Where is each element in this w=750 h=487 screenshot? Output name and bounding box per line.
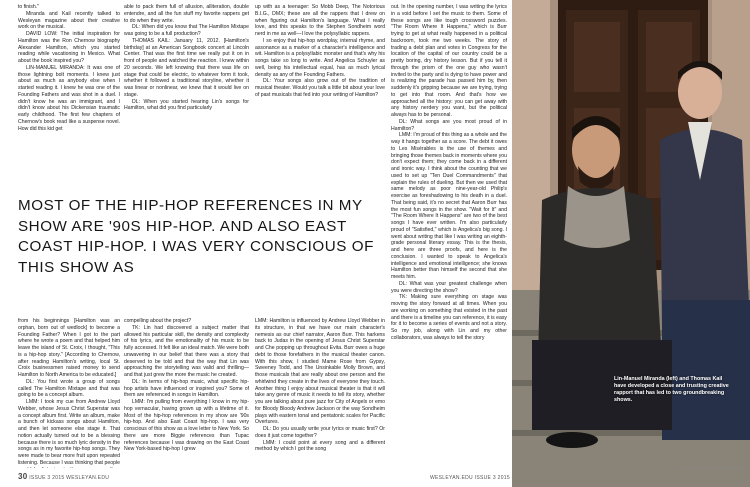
paragraph: LMM: I'm proud of this thing as a whole and the way it hangs together as a score. The debt it owes to Les Misérables is the use of themes and bringing those themes back in moments where you don't expect them; they come back in a different and ironic way. I think about the counting that we used to set up "Ten Duel Commandments" that explain the rules of dueling. But then we used that same melody as poor nine-year-old Philip's exercise as foreshadowing to his death in a duel. That being said, it's no secret that Aaron Burr has the most fun songs in the show. "Wait for It" and "The Room Where It Happens" are two of the best songs I have ever written. I'm also particularly proud of "Satisfied," which is Angelica's big song. I went about writing that like I was writing an eighth-grade personal literary essay. This is the thesis, and here are three proofs, and here is the conclusion. I wanted to speak to Angelica's intelligence and emotional intelligence; she knows Hamilton better than himself the second that she meets him. [391, 132, 507, 280]
paragraph: out. In the opening number, I was writing the lyrics in a void before I set the music to them. Some of these songs are like tough crossword puzzles. "The Room Where It Happens," which is Burr trying to get at what really happened in a political backroom, took me two weeks. The story of trading a debt plan and votes in Congress for the location of the capital of our country could be a pretty boring, dry history lesson. But if you tell it through the prism of the one guy who wasn't invited to the party and is dying to have power and is realizing the parade has passed him by, then suddenly it's gripping because we are trying, trying to get into that room. And that's how we approached all the history: you can get away with any history nerdery you want, but the political always has to be personal. [391, 4, 507, 118]
text-column-top-3 [255, 4, 385, 182]
paragraph: Miranda and Kail recently talked to Wesleyan magazine about their creative work on the musical. [18, 10, 120, 31]
paragraph: up with as a teenager: So Mobb Deep, The Notorious B.I.G., DMX; these are all the rappers that I drew on when figuring out Hamilton's language. What I really love, and this speaks to the Stephen Sondheim word nerd in me as well—I love the polysyllabic rappers. [255, 4, 385, 37]
text-column-top-2 [124, 4, 249, 182]
paragraph: DL: You first wrote a group of songs called The Hamilton Mixtape and that was going to be a concept album. [18, 378, 120, 399]
paragraph: LMM: I took my cue from Andrew Lloyd Webber, whose Jesus Christ Superstar was a concept album first. Write an album, make a bunch of kickass songs about Hamilton, and then let someone else stage it. That notion actually turned out to be a blessing because there is so much lyric density in the songs as in my favorite hip-hop songs. They were made to bear more fruit upon repeated listening. Because I was thinking that people [18, 399, 120, 466]
paragraph: DL: What songs are you most proud of in Hamilton? [391, 118, 507, 132]
pull-quote: MOST OF THE HIP-HOP REFERENCES IN MY SHOW ARE '90S HIP-HOP. AND ALSO EAST COAST HIP-HOP. I WAS VERY CONSCIOUS OF THIS SHOW AS [18, 197, 374, 276]
paragraph: THOMAS KAIL: January 11, 2012. [Hamilton's birthday] at an American Songbook concert at Lincoln Center. That was the first time we really put it on in front of people and watched the reaction. I knew within 20 seconds. We left knowing that there was life on stage that could be electric, to whatever form it took, whether it followed a traditional storyline, whether it was linear or nonlinear, we knew that it would live on stage. [124, 37, 249, 98]
paragraph: LMM: I could point at every song and a different method by which I got the song [255, 439, 385, 453]
photo-person-right-jeans [662, 300, 750, 440]
text-column-bottom-3 [255, 318, 385, 468]
photo-person-left-shoe [546, 432, 598, 448]
paragraph: to finish." [18, 4, 39, 10]
photo-door-panel [574, 22, 620, 92]
paragraph: I so enjoy that hip-hop wordplay, internal rhyme, and assonance as a marker of a character's intelligence and wit. Hamilton is a polysyllabic monster and that's why his songs take so long to write. And Angelica Schuyler as well, being his intellectual equal, has as much lyrical density as any of the Founding Fathers. [255, 37, 385, 78]
text-column-bottom-2 [124, 318, 249, 468]
left-folio-text: ISSUE 3 2015 WESLEYAN.EDU [29, 475, 110, 481]
paragraph: DAVID LOW: The initial inspiration for Hamilton was the Ron Chernow biography Alexander Hamilton, which you started reading while vacationing in Mexico. What about the book inspired you? [18, 31, 120, 64]
paragraph: LMM: Hamilton is influenced by Andrew Lloyd Webber in its structure, in that we have our main character's nemesis as our chief narrator, Aaron Burr. This harkens back to Judas in the opening of Jesus Christ Superstar and Che popping up throughout Evita. Burr owes a huge debt to those forefathers in the musical theater canon. With this show, I studied Mame Rose from Gypsy, Sweeney Todd, and The Unsinkable Molly Brown, and those musicals that are really about one person and the whirlwind they create in the lives of everyone they touch. Another thing I enjoy about musical theater is that it will take any genre of music it needs to tell its story, whether you are talking about pure jazz for City of Angels or emo for Bloody Bloody Andrew Jackson or the way Sondheim plays with eastern tonal and pentatonic scales for Pacific Overtures. [255, 318, 385, 426]
photo-illustration [512, 0, 750, 487]
right-folio [430, 472, 521, 481]
paragraph: DL: What was your greatest challenge when you were directing the show? [391, 280, 507, 294]
portrait-photo [512, 0, 750, 487]
text-column-top-1 [18, 4, 120, 182]
paragraph: able to pack them full of allusion, alliteration, double entendre, and all the fun stuff my favorite rappers get to do when they write. [124, 4, 249, 24]
paragraph: LMM: I'm pulling from everything I know in my hip-hop vernacular, having grown up with a lifetime of it. Most of the hip-hop references in my show are '90s hip-hop. And also East Coast hip-hop. I was very conscious of this show as a love letter to New York. So there are more Biggie references than Tupac references because I was drawing on the East Coast New York-based hip-hop I grew [124, 399, 249, 453]
photo-credit: PHOTO BY PAULA VARGAS BARRETO [678, 466, 745, 470]
text-column-right-page [391, 4, 507, 470]
paragraph: compelling about the project? [124, 318, 192, 324]
paragraph: DL: Do you usually write your lyrics or music first? Or does it just come together? [255, 426, 385, 439]
right-folio-text: WESLEYAN.EDU ISSUE 3 2015 [430, 475, 510, 481]
photo-caption: Lin-Manuel Miranda (left) and Thomas Kail have developed a close and trusting creative rapport that has led to two groundbreaking shows. [614, 376, 729, 403]
paragraph: DL: When you started hearing Lin's songs for Hamilton, what did you find particularly [124, 98, 249, 112]
left-page-number: 30 [18, 472, 28, 481]
paragraph: from his beginnings [Hamilton was an orphan, born out of wedlock] to become a Founding Father? When I got to the part where he wrote a poem and that helped him leave the island of St. Croix, I thought, "This is a hip-hop story." [According to Chernow, after reading Hamilton's writing, local St. Croix businessmen raised money to send Hamilton to North America to be educated.] [18, 318, 120, 378]
paragraph: DL: When did you know that The Hamilton Mixtape was going to be a full production? [124, 24, 249, 37]
photo-person-right-jacket [660, 129, 750, 330]
left-folio [18, 472, 109, 481]
paragraph: DL: In terms of hip-hop music, what specific hip-hop artists have influenced or inspired you? Some of them are referenced in songs in Hamilton. [124, 378, 249, 399]
text-column-bottom-1 [18, 318, 120, 468]
paragraph: TK: Lin had discovered a subject matter that allowed his particular skill, the density and complexity of his lyrics, and the emotionality of his music to be fully accessed. It felt like an ideal match. We were both unwavering in our belief that there was a story that deserved to be told and that the way that Lin was approaching the storytelling was valid and thrilling—and that just grew the more the music he created. [124, 324, 249, 378]
paragraph: LIN-MANUEL MIRANDA: It was one of those lightning bolt moments. I knew just about as much as anybody else when I started reading it. I knew he was one of the Founding Fathers and was shot in a duel. I didn't know he was an immigrant, and I didn't know about his Dickensian traumatic early childhood. The first few chapters of Chernow's book read like a suspense novel. How did this kid get [18, 64, 120, 132]
paragraph: TK: Making sure everything on stage was moving the story forward at all times. When you are working on something that existed in the past and there is a timeline you can reference, it is easy for it to become a series of events and not a story. So my job, along with Lin and my other collaborators, was always to tell the story [391, 294, 507, 341]
paragraph: DL: Your songs also grow out of the tradition of musical theater. Would you talk a little bit about your love of past musicals that fed into your writing of Hamilton? [255, 78, 385, 98]
